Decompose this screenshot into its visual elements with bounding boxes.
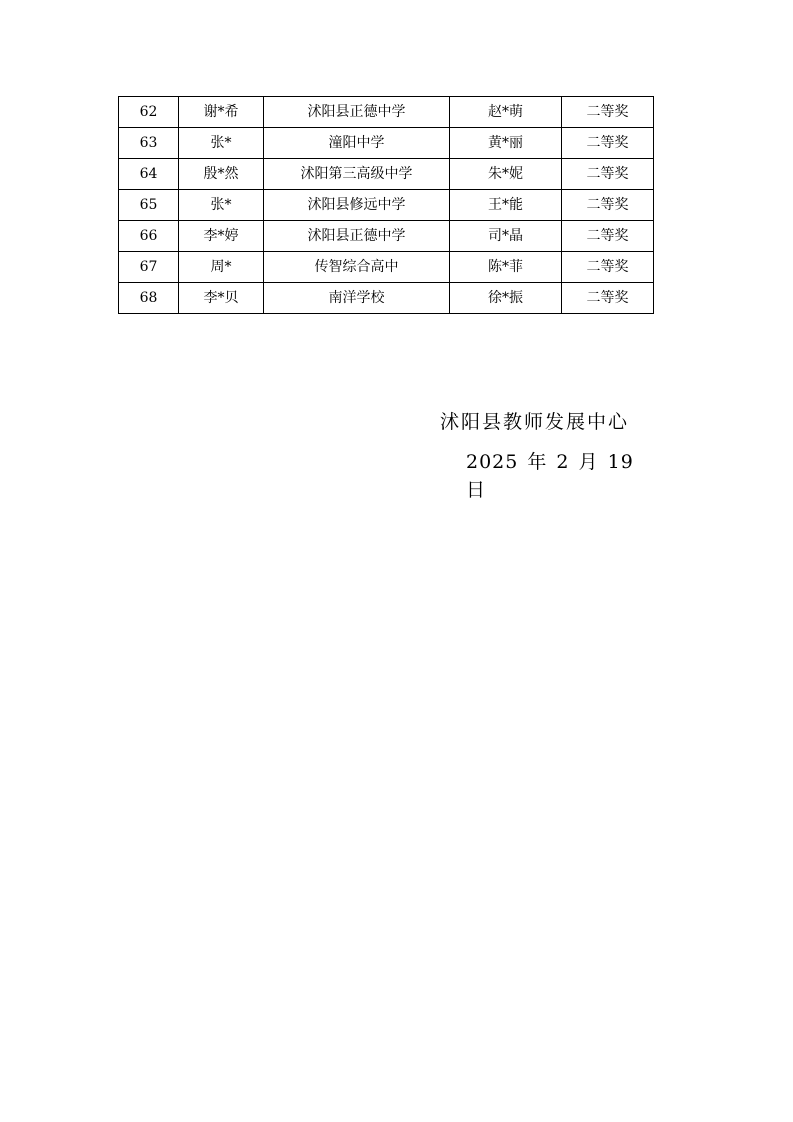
table-row [119, 221, 654, 252]
school-name: 潼阳中学 [264, 128, 450, 159]
student-name: 周* [179, 252, 264, 283]
school-name: 南洋学校 [264, 283, 450, 314]
teacher-name: 陈*菲 [450, 252, 562, 283]
teacher-name: 王*能 [450, 190, 562, 221]
award-table [118, 96, 654, 314]
school-name: 沭阳县正德中学 [264, 221, 450, 252]
award-level: 二等奖 [562, 128, 654, 159]
table-row [119, 190, 654, 221]
row-number: 63 [119, 128, 179, 159]
school-name: 沭阳县正德中学 [264, 97, 450, 128]
signature-block [440, 408, 650, 504]
issue-date: 2025 年 2 月 19 日 [466, 451, 634, 501]
award-level: 二等奖 [562, 221, 654, 252]
school-name: 沭阳第三高级中学 [264, 159, 450, 190]
student-name: 李*贝 [179, 283, 264, 314]
award-level: 二等奖 [562, 283, 654, 314]
table-row [119, 252, 654, 283]
issuing-organization: 沭阳县教师发展中心 [440, 411, 630, 433]
teacher-name: 司*晶 [450, 221, 562, 252]
student-name: 殷*然 [179, 159, 264, 190]
table-row [119, 159, 654, 190]
teacher-name: 赵*萌 [450, 97, 562, 128]
table-row [119, 128, 654, 159]
row-number: 64 [119, 159, 179, 190]
award-level: 二等奖 [562, 159, 654, 190]
student-name: 李*婷 [179, 221, 264, 252]
table-row [119, 97, 654, 128]
school-name: 沭阳县修远中学 [264, 190, 450, 221]
student-name: 张* [179, 190, 264, 221]
student-name: 张* [179, 128, 264, 159]
row-number: 62 [119, 97, 179, 128]
row-number: 66 [119, 221, 179, 252]
teacher-name: 徐*振 [450, 283, 562, 314]
school-name: 传智综合高中 [264, 252, 450, 283]
teacher-name: 朱*妮 [450, 159, 562, 190]
award-level: 二等奖 [562, 97, 654, 128]
student-name: 谢*希 [179, 97, 264, 128]
row-number: 65 [119, 190, 179, 221]
award-level: 二等奖 [562, 190, 654, 221]
row-number: 68 [119, 283, 179, 314]
row-number: 67 [119, 252, 179, 283]
award-level: 二等奖 [562, 252, 654, 283]
teacher-name: 黄*丽 [450, 128, 562, 159]
table-row [119, 283, 654, 314]
